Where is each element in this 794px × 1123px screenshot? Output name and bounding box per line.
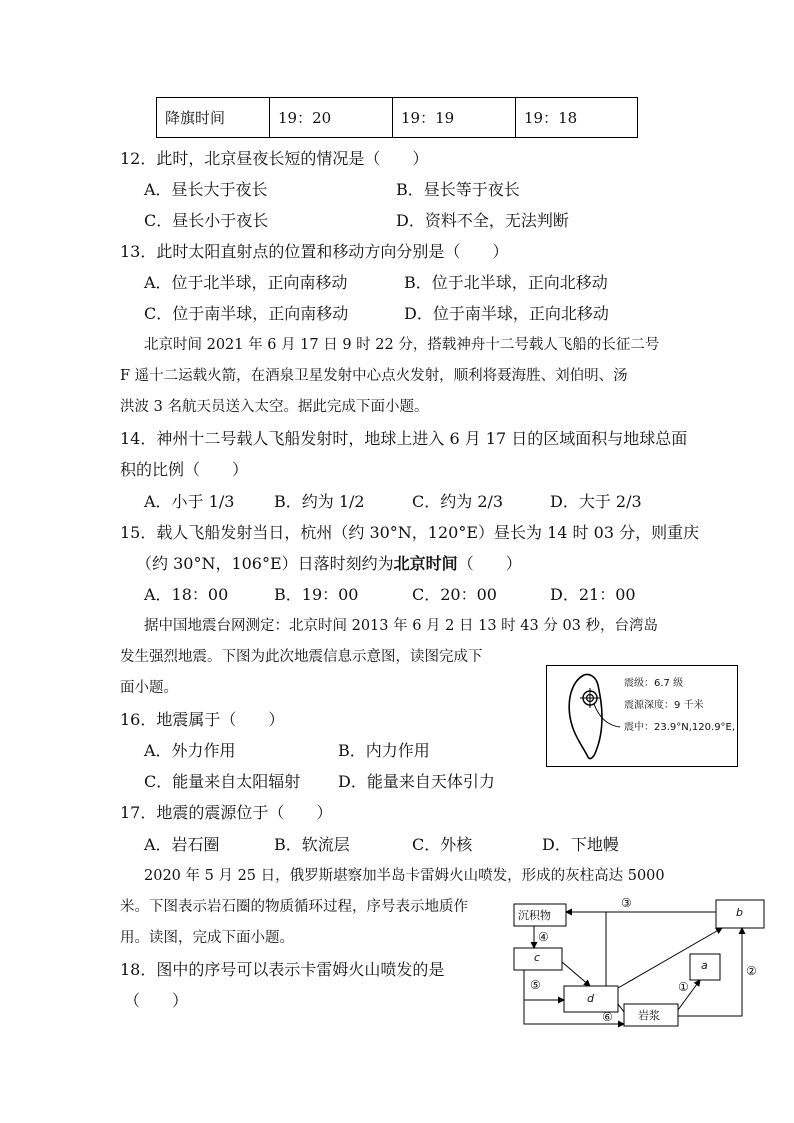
passage-1-line-1: 北京时间 2021 年 6 月 17 日 9 时 22 分，搭载神舟十二号载人飞船的长征二号 — [144, 337, 660, 353]
question-15-stem-line-2 — [136, 551, 522, 574]
passage-1-line-3: 洪波 3 名航天员送入太空。据此完成下面小题。 — [120, 399, 429, 415]
question-15-option-d: D．21：00 — [550, 585, 636, 604]
table-cell: 19：18 — [516, 98, 638, 138]
question-15-stem-part: （约 30°N，106°E）日落时刻约为 — [136, 554, 394, 573]
passage-3-line-1: 2020 年 5 月 25 日，俄罗斯堪察加半岛卡雷姆火山喷发，形成的灰柱高达 5000 — [144, 868, 665, 884]
arrow-label-6: ⑥ — [602, 1010, 613, 1024]
question-15-option-c: C．20：00 — [412, 585, 497, 604]
question-17-option-a: A．岩石圈 — [144, 835, 220, 854]
question-13-stem: 13．此时太阳直射点的位置和移动方向分别是（ ） — [120, 242, 509, 261]
question-16-option-b: B．内力作用 — [338, 741, 430, 760]
arrow-label-2: ② — [746, 964, 757, 978]
epicenter-label: 震中：23.9°N,120.9°E, — [624, 722, 736, 733]
passage-2-line-3: 面小题。 — [120, 680, 178, 696]
question-12-option-a: A．昼长大于夜长 — [144, 180, 268, 199]
question-15-stem-line-1: 15．载人飞船发射当日，杭州（约 30°N，120°E）昼长为 14 时 03 分，则重庆 — [120, 523, 700, 542]
box-c-label: c — [534, 951, 541, 964]
table-cell-label: 降旗时间 — [157, 98, 270, 138]
question-17-stem: 17．地震的震源位于（ ） — [120, 803, 333, 822]
question-16-option-d: D．能量来自天体引力 — [338, 772, 495, 791]
question-17-option-c: C．外核 — [412, 835, 473, 854]
rock-cycle-diagram — [508, 892, 778, 1032]
arrow-label-5: ⑤ — [530, 978, 541, 992]
question-17-option-b: B．软流层 — [274, 835, 350, 854]
table-cell: 19：20 — [270, 98, 393, 138]
question-13-option-c: C．位于南半球，正向南移动 — [144, 304, 349, 323]
emphasis-beijing-time: 北京时间 — [393, 554, 458, 573]
question-18-paren: （ ） — [124, 991, 189, 1010]
question-16-option-c: C．能量来自太阳辐射 — [144, 772, 301, 791]
passage-3-line-3: 用。读图，完成下面小题。 — [120, 930, 294, 946]
box-b-label: b — [736, 906, 743, 919]
passage-2-line-2: 发生强烈地震。下图为此次地震信息示意图，读图完成下 — [120, 649, 483, 665]
question-12-option-b: B．昼长等于夜长 — [396, 180, 520, 199]
question-15-option-b: B．19：00 — [274, 585, 359, 604]
question-14-stem-line-2: 积的比例（ ） — [120, 460, 249, 479]
question-14-option-b: B．约为 1/2 — [274, 492, 365, 511]
passage-1-line-2: F 遥十二运载火箭，在酒泉卫星发射中心点火发射，顺利将聂海胜、刘伯明、汤 — [120, 368, 628, 384]
question-13-option-b: B．位于北半球，正向北移动 — [404, 273, 608, 292]
question-15-paren: （ ） — [457, 554, 522, 573]
arrow-label-3: ③ — [621, 896, 632, 910]
box-a-label: a — [701, 959, 708, 972]
question-14-option-c: C．约为 2/3 — [412, 492, 504, 511]
arrow-label-1: ① — [678, 980, 689, 994]
question-16-stem: 16．地震属于（ ） — [120, 710, 285, 729]
question-17-option-d: D．下地幔 — [542, 835, 619, 854]
magnitude-label: 震级：6.7 级 — [624, 678, 684, 689]
passage-3-line-2: 米。下图表示岩石圈的物质循环过程，序号表示地质作 — [120, 899, 468, 915]
question-13-option-d: D．位于南半球，正向北移动 — [404, 304, 609, 323]
magma-label: 岩浆 — [638, 1009, 660, 1022]
question-13-option-a: A．位于北半球，正向南移动 — [144, 273, 348, 292]
table-cell: 19：19 — [393, 98, 516, 138]
question-14-option-a: A．小于 1/3 — [144, 492, 235, 511]
question-14-stem-line-1: 14．神州十二号载人飞船发射时，地球上进入 6 月 17 日的区域面积与地球总面 — [120, 429, 688, 448]
earthquake-info-figure — [546, 665, 738, 767]
arrow-label-4: ④ — [538, 930, 549, 944]
sediment-label: 沉积物 — [518, 909, 551, 922]
table-row — [157, 98, 638, 138]
focal-depth-label: 震源深度：9 千米 — [624, 700, 704, 711]
question-12-option-c: C．昼长小于夜长 — [144, 211, 269, 230]
question-12-stem: 12．此时，北京昼夜长短的情况是（ ） — [120, 149, 429, 168]
question-15-option-a: A．18：00 — [144, 585, 229, 604]
question-18-stem: 18．图中的序号可以表示卡雷姆火山喷发的是 — [120, 960, 445, 979]
passage-2-line-1: 据中国地震台网测定：北京时间 2013 年 6 月 2 日 13 时 43 分 03 秒，台湾岛 — [144, 618, 659, 634]
question-12-option-d: D．资料不全，无法判断 — [396, 211, 569, 230]
box-d-label: d — [587, 992, 594, 1005]
lowering-time-table — [156, 97, 638, 138]
question-16-option-a: A．外力作用 — [144, 741, 236, 760]
question-14-option-d: D．大于 2/3 — [550, 492, 642, 511]
